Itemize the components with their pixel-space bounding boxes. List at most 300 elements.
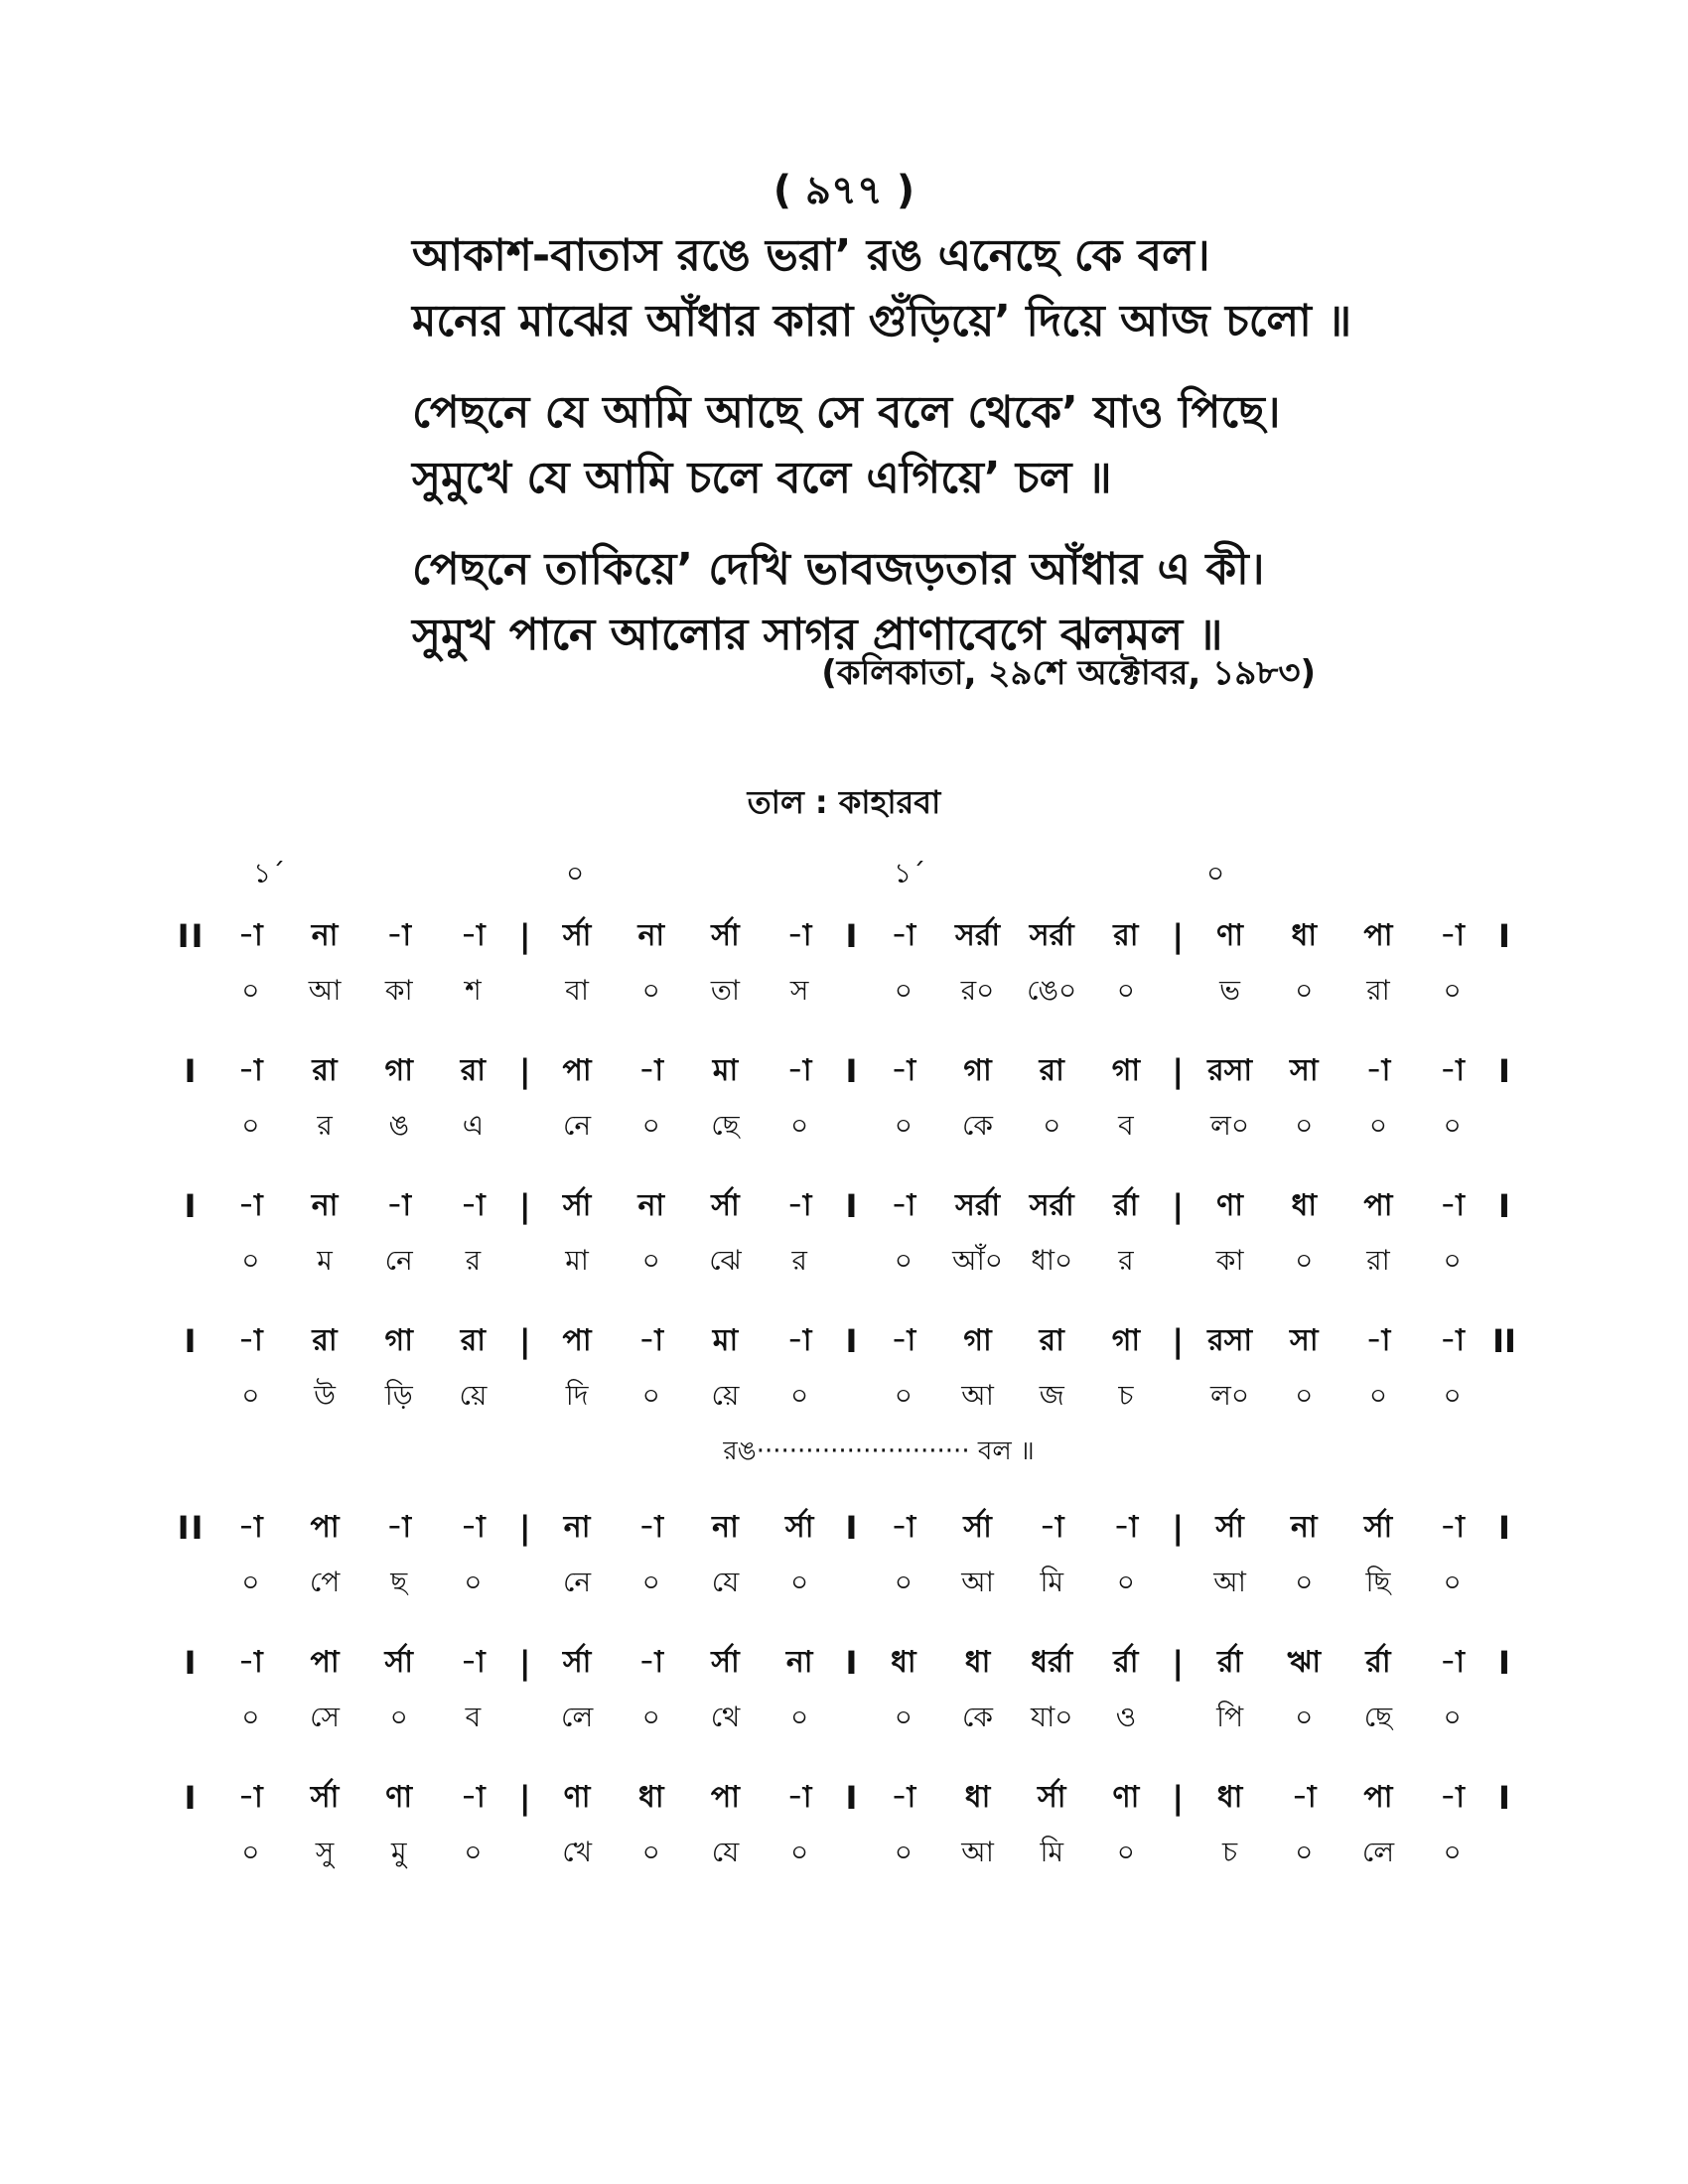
bani-syllable: ল০: [1210, 1378, 1250, 1412]
bani-row: [169, 1556, 1519, 1611]
swara-group: [213, 1316, 510, 1367]
notation-line: [169, 1178, 1519, 1290]
bani-syllable: ০: [241, 1700, 260, 1733]
bani-syllable: উ: [314, 1378, 336, 1412]
bani-syllable: নে: [384, 1243, 413, 1277]
bani-syllable: লে: [560, 1700, 594, 1733]
swara-group: [867, 1316, 1164, 1367]
swara-note: র্রা: [1216, 1644, 1243, 1680]
bani-syllable: ০: [641, 1835, 660, 1868]
swara-group: [213, 1503, 510, 1554]
swara-row: [169, 1313, 1519, 1369]
bani-syllable: ০: [641, 1108, 660, 1142]
swara-note: ধা: [891, 1644, 916, 1680]
bani-syllable: ০: [241, 1378, 260, 1412]
bani-syllable: ০: [790, 1835, 809, 1868]
bani-syllable: য়ে: [459, 1378, 488, 1412]
bani-syllable: ০: [1368, 1378, 1388, 1412]
bani-group: [540, 1561, 837, 1607]
bani-syllable: আ: [961, 1565, 994, 1598]
swara-note: -া: [237, 1322, 263, 1358]
swara-note: পা: [562, 1322, 592, 1358]
lyrics: [412, 223, 1405, 694]
swara-note: পা: [710, 1779, 740, 1815]
swara-note: ণা: [563, 1779, 591, 1815]
bani-syllable: ০: [790, 1378, 809, 1412]
swara-note: -া: [786, 1187, 812, 1223]
bani-syllable: ০: [1295, 1243, 1314, 1277]
bani-group: [1193, 1374, 1489, 1421]
bani-syllable: ০: [1295, 973, 1314, 1007]
swara-note: ঋা: [1287, 1644, 1322, 1680]
bani-syllable: সু: [315, 1835, 335, 1868]
bani-syllable: দি: [565, 1378, 589, 1412]
bani-group: [540, 1696, 837, 1742]
swara-group: [213, 1181, 510, 1232]
bar-line: |: [518, 1509, 531, 1547]
swara-note: -া: [386, 1187, 412, 1223]
swara-note: র্সা: [963, 1509, 992, 1545]
bani-syllable: মি: [1040, 1565, 1063, 1598]
swara-note: -া: [1365, 1322, 1391, 1358]
swara-note: ণা: [1216, 1187, 1244, 1223]
bani-syllable: য়ে: [711, 1378, 740, 1412]
swara-note: না: [311, 917, 339, 953]
bani-syllable: আ: [1213, 1565, 1246, 1598]
bani-syllable: ০: [1443, 1835, 1462, 1868]
bani-syllable: ঙে০: [1027, 973, 1077, 1007]
bar-line: I: [845, 1052, 858, 1090]
bani-syllable: ০: [1295, 1108, 1314, 1142]
swara-note: ধা: [1216, 1779, 1243, 1815]
bani-group: [867, 1374, 1164, 1421]
bani-syllable: আ: [308, 973, 342, 1007]
bani-syllable: ০: [1295, 1835, 1314, 1868]
swara-note: মা: [712, 1322, 739, 1358]
bar-line: I: [184, 1052, 199, 1090]
swara-group: [1193, 1773, 1489, 1824]
beat-mark: ১´: [253, 857, 286, 889]
notation-line: [169, 1500, 1519, 1611]
swara-note: রা: [460, 1052, 486, 1088]
bar-line: |: [1172, 1779, 1185, 1817]
bani-syllable: ০: [894, 973, 913, 1007]
bani-syllable: ও: [1115, 1700, 1137, 1733]
swara-note: না: [563, 1509, 591, 1545]
bani-group: [867, 969, 1164, 1016]
bani-syllable: ০: [1443, 1700, 1462, 1733]
bar-line: |: [1172, 1644, 1185, 1682]
bani-syllable: ০: [389, 1700, 408, 1733]
bani-syllable: ছে: [1363, 1700, 1393, 1733]
bani-syllable: ০: [641, 1243, 660, 1277]
bar-line: |: [518, 1779, 531, 1817]
swara-note: সর্রা: [1029, 917, 1074, 953]
swara-note: -া: [461, 1187, 486, 1223]
swara-note: গা: [963, 1052, 992, 1088]
swara-note: র্রা: [1113, 1644, 1139, 1680]
swara-group: [213, 1046, 510, 1097]
bani-group: [213, 1374, 510, 1421]
swara-note: -া: [237, 1187, 263, 1223]
swara-group: [540, 1316, 837, 1367]
swara-note: -া: [461, 1509, 486, 1545]
swara-note: ধা: [1291, 917, 1318, 953]
bar-line: I: [1498, 1779, 1510, 1817]
bani-syllable: ০: [1116, 1835, 1136, 1868]
swara-note: -া: [1440, 1644, 1465, 1680]
bani-syllable: ০: [894, 1243, 913, 1277]
bani-syllable: ০: [1368, 1108, 1388, 1142]
swara-note: -া: [638, 1052, 664, 1088]
bani-syllable: মি: [1040, 1835, 1063, 1868]
bar-line: I: [1498, 1644, 1510, 1682]
swara-note: -া: [1113, 1509, 1139, 1545]
swara-note: রসা: [1207, 1322, 1253, 1358]
swara-note: সর্রা: [955, 917, 1001, 953]
swara-note: -া: [386, 1509, 412, 1545]
bani-group: [1193, 1104, 1489, 1151]
place-date: (কলিকাতা, ২৯শে অক্টোবর, ১৯৮৩): [821, 653, 1316, 693]
bani-syllable: স: [789, 973, 809, 1007]
swara-note: গা: [963, 1322, 992, 1358]
bani-syllable: থে: [710, 1700, 741, 1733]
bani-syllable: ০: [241, 1835, 260, 1868]
bani-syllable: কে: [962, 1700, 993, 1733]
swara-group: [540, 1638, 837, 1689]
bani-syllable: ০: [1295, 1378, 1314, 1412]
notation-line: [169, 1770, 1519, 1881]
swara-note: ণা: [385, 1779, 413, 1815]
swara-note: -া: [1039, 1509, 1064, 1545]
bani-syllable: ০: [1043, 1108, 1061, 1142]
bani-group: [1193, 969, 1489, 1016]
bani-syllable: কা: [384, 973, 413, 1007]
swara-group: [540, 1046, 837, 1097]
swara-note: -া: [891, 917, 916, 953]
swara-note: র্সা: [711, 917, 740, 953]
swara-note: র্রা: [1365, 1644, 1391, 1680]
bani-syllable: ছ: [390, 1565, 408, 1598]
bani-syllable: ০: [241, 1565, 260, 1598]
swara-row: [169, 1500, 1519, 1556]
bani-syllable: ০: [464, 1835, 483, 1868]
bani-syllable: ধা০: [1031, 1243, 1073, 1277]
swara-note: -া: [237, 1779, 263, 1815]
bani-syllable: যে: [711, 1565, 740, 1598]
bani-group: [1193, 1696, 1489, 1742]
swara-note: রসা: [1207, 1052, 1253, 1088]
swara-note: না: [785, 1644, 813, 1680]
lyric-line: পেছনে তাকিয়ে’ দেখি ভাবজড়তার আঁধার এ কী।: [412, 544, 1265, 595]
notation-line: [169, 1043, 1519, 1155]
bani-row: [169, 1099, 1519, 1155]
bani-syllable: ০: [894, 1835, 913, 1868]
bani-syllable: আ: [961, 1835, 994, 1868]
bani-group: [213, 1831, 510, 1877]
beat-mark: ০: [1206, 857, 1225, 889]
swara-group: [213, 1638, 510, 1689]
bani-group: [867, 1239, 1164, 1286]
stanza-1: [412, 223, 1405, 354]
bar-line: I: [845, 1187, 858, 1225]
bar-line: I: [845, 1779, 858, 1817]
bani-group: [540, 1239, 837, 1286]
bani-group: [867, 1831, 1164, 1877]
swara-note: ণা: [1216, 917, 1244, 953]
bani-syllable: ০: [1443, 1565, 1462, 1598]
bani-group: [213, 1561, 510, 1607]
lyric-line: সুমুখ পানে আলোর সাগর প্রাণাবেগে ঝলমল ॥: [412, 610, 1223, 660]
tala-label: তাল : কাহারবা: [747, 783, 941, 821]
beat-mark: ০: [566, 857, 585, 889]
bani-syllable: ভ: [1219, 973, 1241, 1007]
bar-line: I: [845, 1322, 858, 1360]
swara-group: [1193, 1046, 1489, 1097]
swara-group: [867, 1181, 1164, 1232]
swara-group: [540, 1181, 837, 1232]
lyric-line: পেছনে যে আমি আছে সে বলে থেকে’ যাও পিছে।: [412, 387, 1281, 438]
bani-syllable: ০: [241, 973, 260, 1007]
swara-note: রা: [1039, 1322, 1064, 1358]
bar-line: I: [184, 1322, 199, 1360]
bar-line: |: [518, 1322, 531, 1360]
swara-note: -া: [461, 1779, 486, 1815]
bani-syllable: ০: [790, 1108, 809, 1142]
swara-note: -া: [1440, 917, 1465, 953]
bar-line: |: [1172, 1509, 1185, 1547]
bani-syllable: ০: [894, 1565, 913, 1598]
swara-note: -া: [638, 1509, 664, 1545]
bani-row: [169, 1369, 1519, 1425]
swara-note: র্সা: [1363, 1509, 1393, 1545]
bani-syllable: আঁ০: [952, 1243, 1003, 1277]
swara-note: ণা: [1112, 1779, 1140, 1815]
beat-mark: ১´: [894, 857, 926, 889]
beat-marks: [0, 852, 1688, 891]
bar-line: |: [518, 1187, 531, 1225]
swara-note: -া: [1440, 1509, 1465, 1545]
bani-syllable: র০: [960, 973, 995, 1007]
swara-note: ধা: [964, 1779, 991, 1815]
bani-syllable: যা০: [1030, 1700, 1073, 1733]
bar-line: I: [1498, 1509, 1510, 1547]
bani-syllable: ০: [790, 1700, 809, 1733]
bar-line: I: [1498, 917, 1510, 955]
bani-syllable: এ: [462, 1108, 485, 1142]
bani-syllable: র: [317, 1108, 333, 1142]
swara-row: [169, 1770, 1519, 1826]
swara-note: না: [1290, 1509, 1318, 1545]
swara-row: [169, 908, 1519, 964]
swara-row: [169, 1043, 1519, 1099]
bani-syllable: লে: [1361, 1835, 1395, 1868]
bani-syllable: ০: [241, 1108, 260, 1142]
bar-line: II: [177, 917, 206, 955]
swara-group: [1193, 1638, 1489, 1689]
bani-syllable: র: [1118, 1243, 1134, 1277]
bar-line: I: [184, 1187, 199, 1225]
notation-line: [169, 1635, 1519, 1746]
swara-note: -া: [786, 1052, 812, 1088]
bani-syllable: মা: [565, 1243, 589, 1277]
bani-syllable: ০: [790, 1565, 809, 1598]
swara-group: [540, 1773, 837, 1824]
bani-syllable: তা: [710, 973, 741, 1007]
bar-line: I: [184, 1644, 199, 1682]
bani-syllable: ব: [1118, 1108, 1134, 1142]
bani-syllable: ০: [1116, 973, 1136, 1007]
bani-syllable: বা: [565, 973, 589, 1007]
bani-syllable: ব: [465, 1700, 482, 1733]
bani-syllable: র: [465, 1243, 482, 1277]
bani-syllable: চ: [1222, 1835, 1238, 1868]
swara-note: র্সা: [384, 1644, 413, 1680]
bani-syllable: রা: [1366, 973, 1390, 1007]
swara-group: [540, 911, 837, 962]
swara-note: -া: [237, 1052, 263, 1088]
swara-note: -া: [461, 917, 486, 953]
bani-syllable: ঙ: [388, 1108, 409, 1142]
bani-group: [540, 1374, 837, 1421]
bani-syllable: ০: [641, 1700, 660, 1733]
bani-group: [213, 1239, 510, 1286]
lyric-line: সুমুখে যে আমি চলে বলে এগিয়ে’ চল ॥: [412, 453, 1112, 503]
bani-group: [1193, 1561, 1489, 1607]
swara-note: -া: [638, 1322, 664, 1358]
swara-note: র্সা: [711, 1187, 740, 1223]
bani-syllable: ০: [1443, 1243, 1462, 1277]
swara-note: -া: [237, 1509, 263, 1545]
swara-note: -া: [638, 1644, 664, 1680]
swara-note: পা: [1363, 1187, 1393, 1223]
swara-row: [169, 1635, 1519, 1691]
bar-line: I: [845, 917, 858, 955]
swara-note: ধা: [1291, 1187, 1318, 1223]
bani-syllable: জ: [1039, 1378, 1064, 1412]
bani-syllable: ০: [1295, 1565, 1314, 1598]
swara-note: গা: [1111, 1052, 1141, 1088]
bani-row: [169, 1691, 1519, 1746]
swara-group: [867, 1503, 1164, 1554]
bani-syllable: নে: [563, 1565, 592, 1598]
bar-line: II: [1492, 1322, 1516, 1360]
bani-syllable: ০: [1443, 973, 1462, 1007]
bani-syllable: নে: [563, 1108, 592, 1142]
bani-syllable: রা: [1366, 1243, 1390, 1277]
bani-syllable: ০: [641, 1565, 660, 1598]
swara-note: রা: [312, 1322, 338, 1358]
bani-syllable: যে: [711, 1835, 740, 1868]
bani-syllable: পে: [309, 1565, 341, 1598]
swara-note: রা: [460, 1322, 486, 1358]
bar-line: II: [177, 1509, 206, 1547]
swara-note: র্সা: [1037, 1779, 1066, 1815]
swara-note: পা: [310, 1509, 340, 1545]
swara-note: -া: [1440, 1779, 1465, 1815]
bani-group: [867, 1696, 1164, 1742]
bani-group: [867, 1104, 1164, 1151]
bani-group: [540, 969, 837, 1016]
bani-syllable: কে: [962, 1108, 993, 1142]
swara-note: -া: [237, 917, 263, 953]
swara-note: রা: [312, 1052, 338, 1088]
swara-note: পা: [310, 1644, 340, 1680]
swara-note: -া: [1291, 1779, 1317, 1815]
swara-group: [1193, 1181, 1489, 1232]
notation-line: [169, 1313, 1519, 1425]
swara-group: [1193, 1503, 1489, 1554]
swara-note: র্সা: [1215, 1509, 1244, 1545]
swara-note: গা: [1111, 1322, 1141, 1358]
notation-line: [169, 908, 1519, 1020]
swara-note: -া: [786, 917, 812, 953]
bani-group: [540, 1104, 837, 1151]
recap-line: রঙ·························· বল ॥: [723, 1436, 1035, 1466]
bani-syllable: ০: [894, 1378, 913, 1412]
swara-group: [867, 1773, 1164, 1824]
bani-group: [213, 969, 510, 1016]
swara-group: [1193, 911, 1489, 962]
bar-line: |: [518, 1644, 531, 1682]
bar-line: I: [184, 1779, 199, 1817]
swara-note: ধর্রা: [1031, 1644, 1073, 1680]
bani-syllable: ০: [894, 1700, 913, 1733]
bar-line: |: [1172, 1187, 1185, 1225]
bar-line: |: [1172, 1322, 1185, 1360]
swara-note: গা: [384, 1322, 413, 1358]
bani-syllable: ০: [641, 973, 660, 1007]
bar-line: |: [1172, 1052, 1185, 1090]
swara-row: [169, 1178, 1519, 1234]
bani-syllable: ০: [1443, 1108, 1462, 1142]
swara-note: -া: [1440, 1052, 1465, 1088]
bar-line: |: [518, 1052, 531, 1090]
swara-note: পা: [1363, 1779, 1393, 1815]
bar-line: |: [1172, 917, 1185, 955]
swara-note: সর্রা: [1029, 1187, 1074, 1223]
swara-note: র্সা: [562, 1644, 592, 1680]
swara-note: পা: [1363, 917, 1393, 953]
bar-line: I: [1498, 1187, 1510, 1225]
swara-note: -া: [461, 1644, 486, 1680]
swara-note: -া: [891, 1052, 916, 1088]
bar-line: I: [845, 1644, 858, 1682]
bani-syllable: কা: [1215, 1243, 1244, 1277]
swara-note: -া: [891, 1187, 916, 1223]
swara-note: র্সা: [711, 1644, 740, 1680]
bani-group: [213, 1696, 510, 1742]
swara-note: -া: [1365, 1052, 1391, 1088]
bani-syllable: ম: [317, 1243, 333, 1277]
bani-syllable: ০: [641, 1378, 660, 1412]
bani-row: [169, 1826, 1519, 1881]
swara-note: না: [712, 1509, 739, 1545]
swara-note: র্সা: [784, 1509, 814, 1545]
lyric-line: আকাশ-বাতাস রঙে ভরা’ রঙ এনেছে কে বল।: [412, 230, 1210, 281]
swara-group: [1193, 1316, 1489, 1367]
bani-syllable: পি: [1216, 1700, 1244, 1733]
swara-note: র্সা: [562, 1187, 592, 1223]
bani-syllable: শ: [465, 973, 482, 1007]
swara-note: র্সা: [310, 1779, 340, 1815]
swara-note: সা: [1290, 1322, 1319, 1358]
bani-syllable: ছি: [1365, 1565, 1391, 1598]
bani-syllable: খে: [562, 1835, 592, 1868]
swara-note: -া: [237, 1644, 263, 1680]
bani-syllable: সে: [310, 1700, 340, 1733]
swara-note: র্সা: [562, 917, 592, 953]
